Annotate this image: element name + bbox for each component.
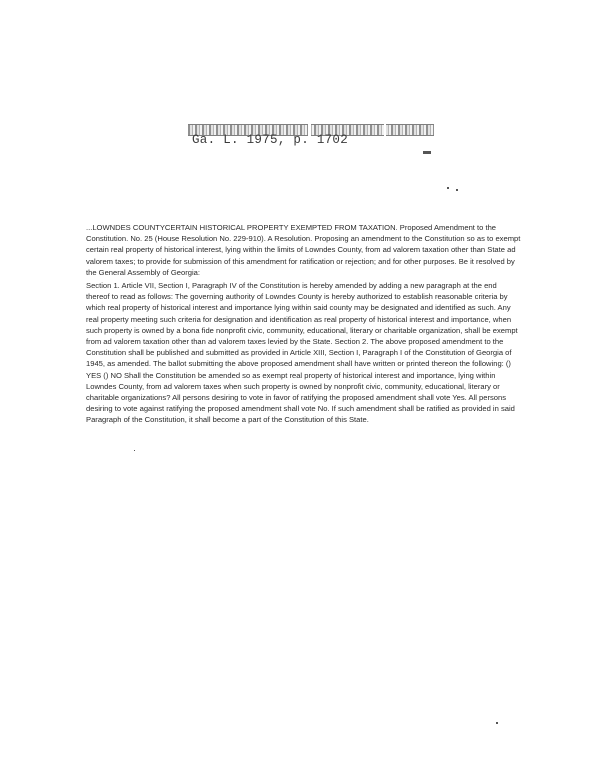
resolution-sections: Section 1. Article VII, Section I, Paragraph IV of the Constitution is hereby amended by adding a new paragraph at the end thereof to read as follows: The governing authority of Lowndes County is hereby authorized to establish reasonable criteria by which real property of historical interest and importance lying within said county may be designated and identified as such. Any real property meeting such criteria for designation and identification as real property of historical interest and importance, when such property is owned by a bona fide nonprofit civic, community, educational, literary or charitable organization, shall be exempt from ad valorem taxation other than ad valorem taxes levied by the State. Section 2. The above proposed amendment to the Constitution shall be published and submitted as provided in Article XIII, Section I, Paragraph I of the Constitution of Georgia of 1945, as amended. The ballot submitting the above proposed amendment shall have written or printed thereon the following: () YES () NO Shall the Constitution be amended so as exempt real property of historical interest and importance, lying within Lowndes County, from ad valorem taxes when such property is owned by nonprofit civic, community, educational, literary or charitable organizations? All persons desiring to vote in favor of ratifying the proposed amendment shall vote Yes. All persons desiring to vote against ratifying the proposed amendment shall vote No. If such amendment shall be ratified as provided in said Paragraph of the Constitution, it shall become a part of the Constitution of this State. bbox=[86, 281, 518, 425]
session-law-citation: Ga. L. 1975, p. 1702 bbox=[192, 133, 349, 147]
scan-mark bbox=[447, 187, 449, 189]
scan-mark bbox=[496, 722, 498, 724]
scan-mark bbox=[134, 450, 135, 451]
scan-mark bbox=[423, 151, 431, 154]
resolution-preamble: ...LOWNDES COUNTYCERTAIN HISTORICAL PROPERTY EXEMPTED FROM TAXATION. Proposed Amendment to the Constitution. No. 25 (House Resolution No. 229-910). A Resolution. Proposing an amendment to the Constitution so as to exempt certain real property of historical interest, lying within the limits of Lowndes County, from ad valorem taxation other than State ad valorem taxes; to provide for submission of this amendment for ratification or rejection; and for other purposes. Be it resolved by the General Assembly of Georgia: bbox=[86, 223, 521, 277]
scan-mark bbox=[456, 189, 458, 191]
document-body bbox=[86, 222, 522, 426]
